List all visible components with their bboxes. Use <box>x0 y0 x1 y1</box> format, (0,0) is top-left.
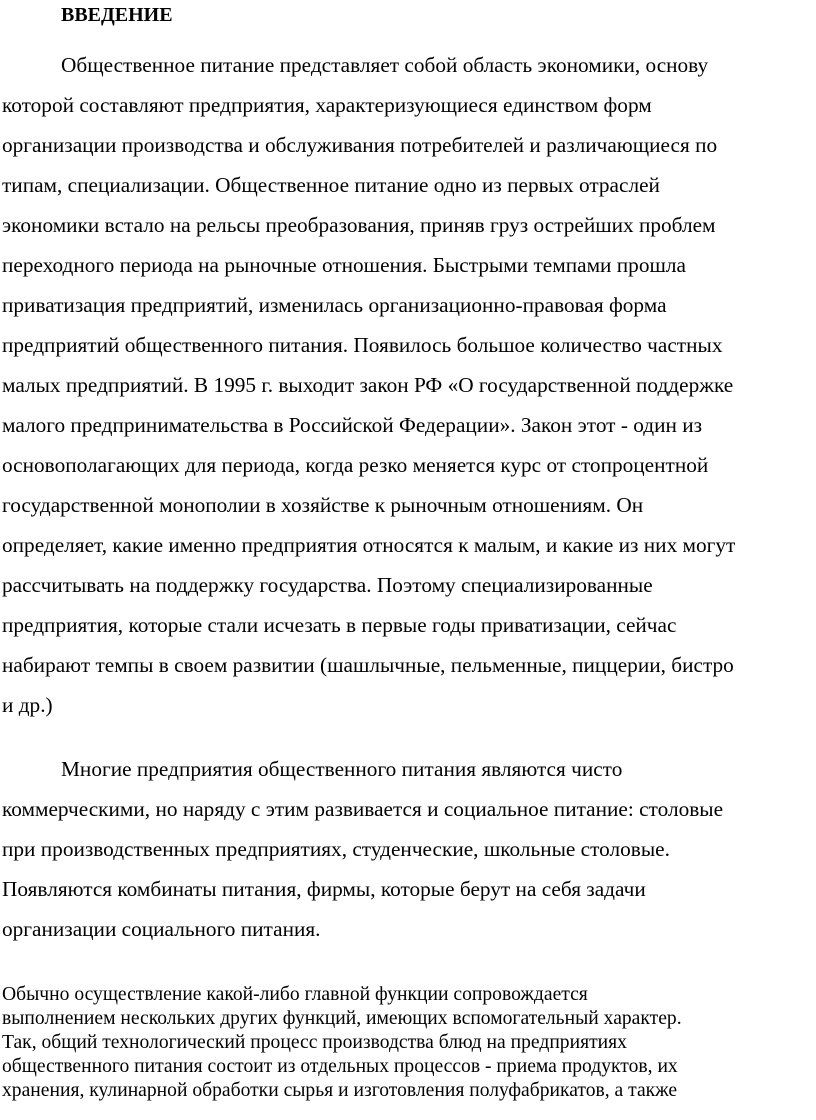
paragraph-1-line: организации производства и обслуживания потребителей и различающиеся по <box>2 133 718 157</box>
paragraph-2-line: при производственных предприятиях, студенческие, школьные столовые. <box>2 837 670 861</box>
paragraph-1-line: малого предпринимательства в Российской Федерации». Закон этот - один из <box>2 413 703 437</box>
paragraph-1-line: основополагающих для периода, когда резко меняется курс от стопроцентной <box>2 453 709 477</box>
paragraph-3-line: Обычно осуществление какой-либо главной функции сопровождается <box>2 984 588 1005</box>
paragraph-1-line: приватизация предприятий, изменилась организационно-правовая форма <box>2 293 667 317</box>
paragraph-3-line: выполнением нескольких других функций, имеющих вспомогательный характер. <box>2 1008 682 1029</box>
paragraph-1-line: типам, специализации. Общественное питание одно из первых отраслей <box>2 173 660 197</box>
paragraph-1-line: рассчитывать на поддержку государства. Поэтому специализированные <box>2 573 653 597</box>
paragraph-1-line: экономики встало на рельсы преобразования, приняв груз острейших проблем <box>2 213 716 237</box>
paragraph-1-line: набирают темпы в своем развитии (шашлычные, пельменные, пиццерии, бистро <box>2 653 734 677</box>
document-heading: ВВЕДЕНИЕ <box>61 4 173 26</box>
paragraph-3-line: Так, общий технологический процесс производства блюд на предприятиях <box>2 1032 627 1053</box>
paragraph-1-line: которой составляют предприятия, характеризующиеся единством форм <box>2 93 652 117</box>
paragraph-1-line: государственной монополии в хозяйстве к рыночным отношениям. Он <box>2 493 644 517</box>
paragraph-2-line: Появляются комбинаты питания, фирмы, которые берут на себя задачи <box>2 877 646 901</box>
paragraph-1-line: Общественное питание представляет собой область экономики, основу <box>61 53 709 77</box>
paragraph-2-line: Многие предприятия общественного питания являются чисто <box>61 757 623 781</box>
paragraph-1-line: переходного периода на рыночные отношения. Быстрыми темпами прошла <box>2 253 686 277</box>
paragraph-1-line: определяет, какие именно предприятия относятся к малым, и какие из них могут <box>2 533 736 557</box>
paragraph-1-line: предприятия, которые стали исчезать в первые годы приватизации, сейчас <box>2 613 677 637</box>
paragraph-1-line: предприятий общественного питания. Появилось большое количество частных <box>2 333 723 357</box>
paragraph-2-line: коммерческими, но наряду с этим развивается и социальное питание: столовые <box>2 797 724 821</box>
paragraph-1-line: малых предприятий. В 1995 г. выходит закон РФ «О государственной поддержке <box>2 373 734 397</box>
paragraph-3-line: хранения, кулинарной обработки сырья и изготовления полуфабрикатов, а также <box>2 1080 678 1101</box>
paragraph-1-line: и др.) <box>2 693 53 717</box>
paragraph-3-line: общественного питания состоит из отдельных процессов - приема продуктов, их <box>2 1056 678 1077</box>
paragraph-2-line: организации социального питания. <box>2 917 321 941</box>
